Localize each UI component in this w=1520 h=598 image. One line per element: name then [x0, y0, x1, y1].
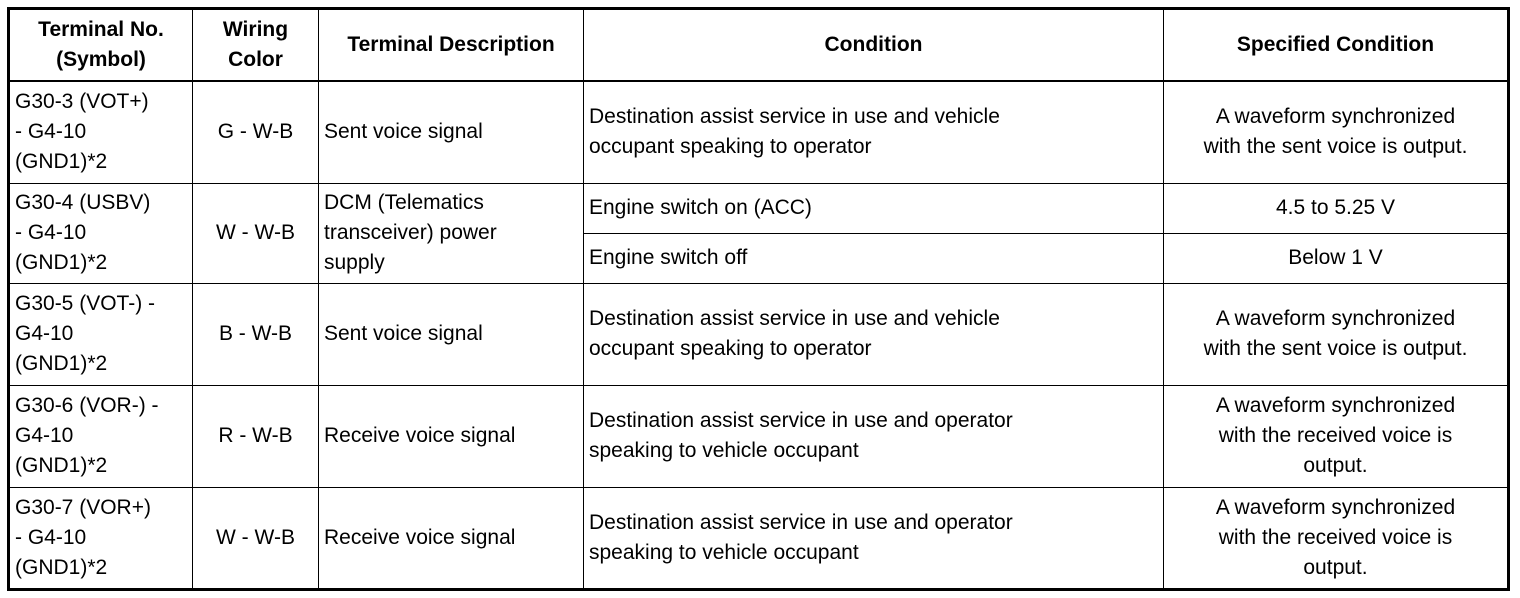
specified-cell: 4.5 to 5.25 V	[1164, 183, 1509, 233]
condition-cell: Engine switch on (ACC)	[584, 183, 1164, 233]
terminal-cell: G30-3 (VOT+) - G4-10 (GND1)*2	[9, 81, 193, 183]
table-row	[9, 487, 1509, 589]
condition-cell: Destination assist service in use and operator speaking to vehicle occupant	[584, 487, 1164, 589]
description-cell: Sent voice signal	[319, 283, 584, 385]
condition-cell: Destination assist service in use and operator speaking to vehicle occupant	[584, 385, 1164, 487]
specified-cell: A waveform synchronized with the sent voice is output.	[1164, 283, 1509, 385]
specified-cell: A waveform synchronized with the received voice is output.	[1164, 385, 1509, 487]
description-cell: DCM (Telematics transceiver) power supply	[319, 183, 584, 283]
terminal-cell: G30-5 (VOT-) - G4-10 (GND1)*2	[9, 283, 193, 385]
specified-cell: A waveform synchronized with the received voice is output.	[1164, 487, 1509, 589]
specified-cell: Below 1 V	[1164, 233, 1509, 283]
header-terminal: Terminal No. (Symbol)	[9, 9, 193, 82]
description-cell: Receive voice signal	[319, 487, 584, 589]
wiring-cell: R - W-B	[193, 385, 319, 487]
header-specified-condition: Specified Condition	[1164, 9, 1509, 82]
terminal-cell: G30-4 (USBV) - G4-10 (GND1)*2	[9, 183, 193, 283]
wiring-cell: G - W-B	[193, 81, 319, 183]
wiring-cell: W - W-B	[193, 183, 319, 283]
header-condition: Condition	[584, 9, 1164, 82]
description-cell: Receive voice signal	[319, 385, 584, 487]
terminal-cell: G30-6 (VOR-) - G4-10 (GND1)*2	[9, 385, 193, 487]
description-cell: Sent voice signal	[319, 81, 584, 183]
table-row	[9, 385, 1509, 487]
condition-cell: Destination assist service in use and vehicle occupant speaking to operator	[584, 81, 1164, 183]
condition-cell: Destination assist service in use and vehicle occupant speaking to operator	[584, 283, 1164, 385]
wiring-cell: B - W-B	[193, 283, 319, 385]
header-wiring-color: Wiring Color	[193, 9, 319, 82]
terminal-cell: G30-7 (VOR+) - G4-10 (GND1)*2	[9, 487, 193, 589]
wiring-cell: W - W-B	[193, 487, 319, 589]
specified-cell: A waveform synchronized with the sent voice is output.	[1164, 81, 1509, 183]
header-row	[9, 9, 1509, 82]
table-row	[9, 81, 1509, 183]
table-row	[9, 183, 1509, 233]
table-row	[9, 283, 1509, 385]
header-terminal-description: Terminal Description	[319, 9, 584, 82]
condition-cell: Engine switch off	[584, 233, 1164, 283]
terminal-spec-table	[7, 7, 1510, 591]
